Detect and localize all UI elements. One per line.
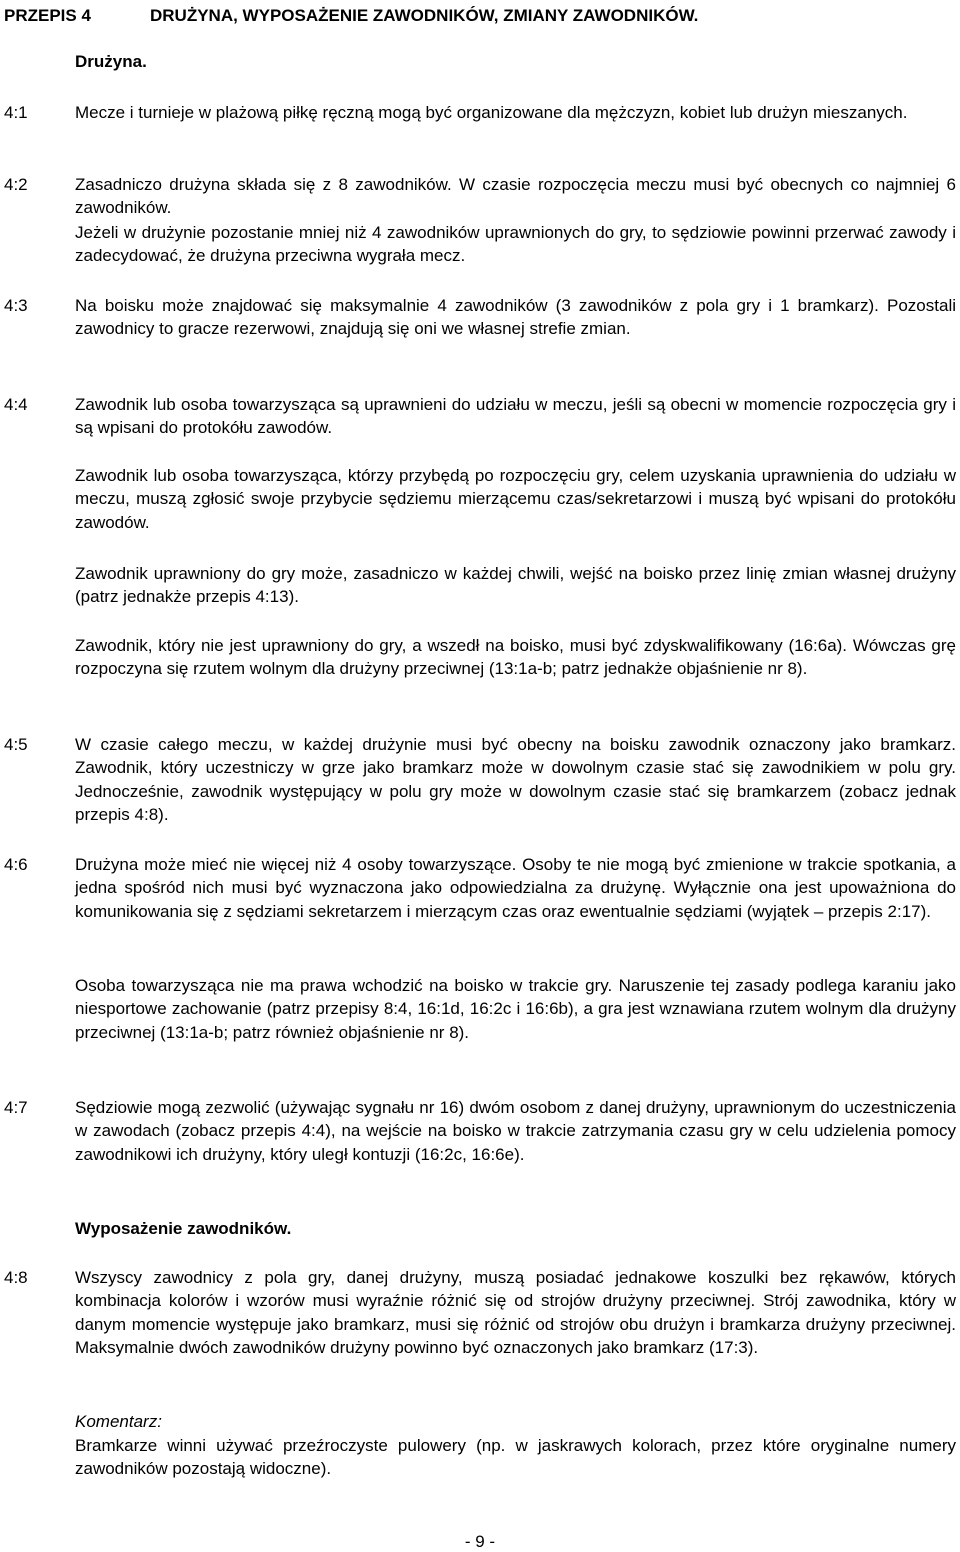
rule-4-4-paragraph-3: Zawodnik uprawniony do gry może, zasadniczo w każdej chwili, wejść na boisko przez linię zmian własnej drużyny (patrz jednakże przepis 4:13).: [75, 564, 956, 607]
section-heading-team: Drużyna.: [75, 52, 147, 71]
rule-4-5-paragraph-1: W czasie całego meczu, w każdej drużynie musi być obecny na boisku zawodnik oznaczony jako bramkarz. Zawodnik, który uczestniczy w grze jako bramkarz może w dowolnym czasie stać się zawodnikiem w polu gry. Jednocześnie, zawodnik występujący w polu gry może w dowolnym czasie stać się bramkarzem (zobacz jednak przepis 4:8).: [75, 735, 956, 825]
rule-4-3-paragraph-1: Na boisku może znajdować się maksymalnie 4 zawodników (3 zawodników z pola gry i 1 bramkarz). Pozostali zawodnicy to gracze rezerwowi, znajdują się oni we własnej strefie zmian.: [75, 296, 956, 339]
comment-label: Komentarz:: [75, 1412, 162, 1431]
rule-number-4-3: 4:3: [4, 296, 28, 315]
rule-4-2-paragraph-1: Zasadniczo drużyna składa się z 8 zawodników. W czasie rozpoczęcia meczu musi być obecnych co najmniej 6 zawodników.: [75, 175, 956, 218]
comment-text: Bramkarze winni używać przeźroczyste pulowery (np. w jaskrawych kolorach, przez które oryginalne numery zawodników pozostają widoczne).: [75, 1436, 956, 1479]
rule-4-4-paragraph-2: Zawodnik lub osoba towarzysząca, którzy przybędą po rozpoczęciu gry, celem uzyskania uprawnienia do udziału w meczu, muszą zgłosić swoje przybycie sędziemu mierzącemu czas/sekretarzowi i muszą być wpisani do protokółu zawodów.: [75, 466, 956, 532]
rule-number-4-5: 4:5: [4, 735, 28, 754]
rule-4-2-paragraph-2: Jeżeli w drużynie pozostanie mniej niż 4 zawodników uprawnionych do gry, to sędziowie powinni przerwać zawody i zadecydować, że drużyna przeciwna wygrała mecz.: [75, 223, 956, 266]
rule-number-4-1: 4:1: [4, 103, 28, 122]
rule-4-6-paragraph-1: Drużyna może mieć nie więcej niż 4 osoby towarzyszące. Osoby te nie mogą być zmienione w trakcie spotkania, a jedna spośród nich musi być wyznaczona jako odpowiedzialna za drużynę. Wyłącznie ona jest upoważniona do komunikowania się z sędziami sekretarzem i mierzącym czas oraz ewentualnie sędziami (wyjątek – przepis 2:17).: [75, 855, 956, 921]
rule-number-4-6: 4:6: [4, 855, 28, 874]
rule-title: DRUŻYNA, WYPOSAŻENIE ZAWODNIKÓW, ZMIANY ZAWODNIKÓW.: [150, 6, 699, 25]
page-number: - 9 -: [464, 1532, 496, 1551]
rule-4-1-paragraph-1: Mecze i turnieje w plażową piłkę ręczną mogą być organizowane dla mężczyzn, kobiet lub drużyn mieszanych.: [75, 103, 908, 122]
rule-number-4-4: 4:4: [4, 395, 28, 414]
section-heading-equipment: Wyposażenie zawodników.: [75, 1219, 292, 1238]
rule-number: PRZEPIS 4: [4, 6, 91, 25]
rule-4-6-paragraph-2: Osoba towarzysząca nie ma prawa wchodzić na boisko w trakcie gry. Naruszenie tej zasady podlega karaniu jako niesportowe zachowanie (patrz przepisy 8:4, 16:1d, 16:2c i 16:6b), a gra jest wznawiana rzutem wolnym dla drużyny przeciwnej (13:1a-b; patrz również objaśnienie nr 8).: [75, 976, 956, 1042]
rule-number-4-2: 4:2: [4, 175, 28, 194]
rule-4-8-paragraph-1: Wszyscy zawodnicy z pola gry, danej drużyny, muszą posiadać jednakowe koszulki bez rękawów, których kombinacja kolorów i wzorów musi wyraźnie różnić się od strojów drużyny przeciwnej. Strój zawodnika, który w danym momencie występuje jako bramkarz, musi się różnić od strojów obu drużyn i bramkarza drużyny przeciwnej. Maksymalnie dwóch zawodników drużyny powinno być oznaczonych jako bramkarz (17:3).: [75, 1268, 956, 1358]
rule-4-7-paragraph-1: Sędziowie mogą zezwolić (używając sygnału nr 16) dwóm osobom z danej drużyny, uprawnionym do uczestniczenia w zawodach (zobacz przepis 4:4), na wejście na boisko w trakcie zatrzymania czasu gry w celu udzielenia pomocy zawodnikowi ich drużyny, który uległ kontuzji (16:2c, 16:6e).: [75, 1098, 956, 1164]
rule-4-4-paragraph-4: Zawodnik, który nie jest uprawniony do gry, a wszedł na boisko, musi być zdyskwalifikowany (16:6a). Wówczas grę rozpoczyna się rzutem wolnym dla drużyny przeciwnej (13:1a-b; patrz jednakże objaśnienie nr 8).: [75, 636, 956, 679]
rule-number-4-7: 4:7: [4, 1098, 28, 1117]
rule-number-4-8: 4:8: [4, 1268, 28, 1287]
rule-4-4-paragraph-1: Zawodnik lub osoba towarzysząca są uprawnieni do udziału w meczu, jeśli są obecni w momencie rozpoczęcia gry i są wpisani do protokółu zawodów.: [75, 395, 956, 438]
